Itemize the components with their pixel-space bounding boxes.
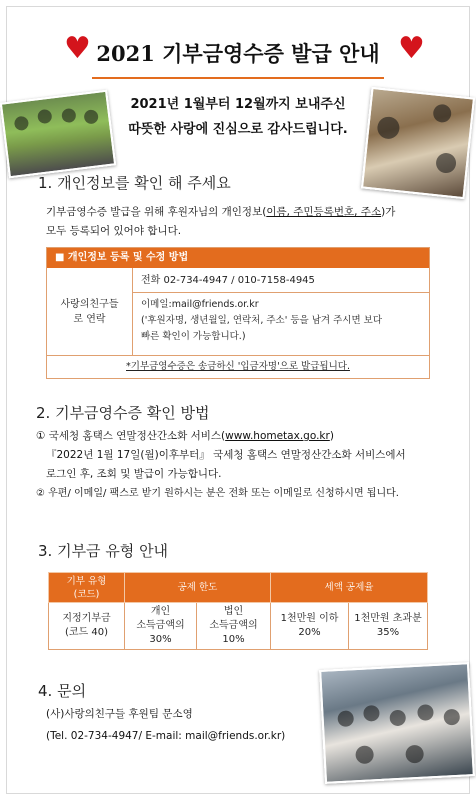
header-type-line-2: (코드) [73, 588, 100, 600]
cell-line: 소득금액의 [209, 620, 258, 631]
cell-line: 30% [149, 634, 172, 645]
section-4-title: 4. 문의 [38, 682, 87, 700]
cell-corporate-limit [197, 603, 271, 650]
header-deduction-limit: 공제 한도 [125, 573, 271, 603]
cell-line: 법인 [223, 606, 244, 617]
intro-message [100, 92, 376, 142]
required-info-link-text: 이름, 주민등록번호, 주소 [266, 206, 382, 218]
email-note-line-2: 빠른 확인이 가능합니다.) [141, 331, 246, 342]
cell-line: 1천만원 이하 [280, 613, 339, 624]
receipt-name-notice: *기부금영수증은 송금하신 '입금자명'으로 발급됩니다. [126, 361, 350, 372]
email-note-line-1: ('후원자명, 생년월일, 연락처, 주소' 등을 남겨 주시면 보다 [141, 315, 383, 326]
volunteer-photo [0, 90, 116, 179]
group-photo [319, 662, 475, 784]
text-segment: ① 국세청 홈택스 연말정산간소화 서비스( [36, 430, 226, 442]
text-segment: ) [329, 430, 334, 442]
heart-icon: ♥ [64, 31, 91, 66]
method-item-1-line-3: 로그인 후, 조회 및 발급이 가능합니다. [46, 468, 222, 480]
section-1-text-line-2: 모두 등록되어 있어야 합니다. [46, 225, 182, 237]
cell-line: 소득금액의 [136, 620, 185, 631]
cell-line: 35% [376, 627, 400, 638]
header-type [49, 573, 125, 603]
section-1-text [46, 203, 446, 241]
heart-icon: ♥ [398, 31, 425, 66]
table-header-row [49, 573, 428, 603]
header-tax-rate: 세액 공제율 [271, 573, 428, 603]
section-1-text-line-1 [46, 203, 446, 222]
cell-line: 10% [222, 634, 245, 645]
cell-line: 지정기부금 [62, 613, 111, 624]
email-address[interactable]: 이메일:mail@friends.or.kr [141, 299, 259, 310]
box-header: ■ 개인정보 등록 및 수정 방법 [47, 248, 429, 268]
inquiry-org: (사)사랑의친구들 후원팀 문소영 [46, 708, 193, 720]
text-segment: 기부금영수증 발급을 위해 후원자님의 개인정보( [46, 206, 267, 218]
cell-line: 개인 [150, 606, 171, 617]
table-row [49, 603, 428, 650]
cell-individual-limit [125, 603, 197, 650]
cell-line: (코드 40) [64, 627, 109, 638]
text-segment: )가 [381, 206, 396, 218]
method-item-2: ② 우편/ 이메일/ 팩스로 받기 원하시는 분은 전화 또는 이메일로 신청하시면 됩니다. [36, 488, 399, 499]
contact-label-line-2: 로 연락 [73, 313, 106, 325]
cell-rate-under-10m [271, 603, 349, 650]
title-divider [92, 77, 384, 79]
cell-line: 1천만원 초과분 [354, 613, 422, 624]
inquiry-info [46, 703, 336, 747]
inquiry-contact: (Tel. 02-734-4947/ E-mail: mail@friends.or.kr) [46, 730, 286, 742]
header-type-line-1: 기부 유형 [66, 575, 107, 587]
hometax-link[interactable]: www.hometax.go.kr [225, 430, 330, 442]
section-1-title: 1. 개인정보를 확인 해 주세요 [38, 174, 231, 192]
contact-label [47, 268, 133, 356]
registration-info-box [46, 247, 430, 379]
donation-type-table [48, 572, 428, 650]
header [0, 30, 476, 80]
email-contact [133, 293, 429, 356]
cell-line: 20% [298, 627, 321, 638]
intro-line-2: 따뜻한 사랑에 진심으로 감사드립니다. [128, 122, 348, 137]
phone-numbers: 전화 02-734-4947 / 010-7158-4945 [133, 268, 429, 293]
contact-label-line-1: 사랑의친구들 [60, 298, 119, 310]
method-item-1-line-2: 『2022년 1월 17일(월)이후부터』 국세청 홈택스 연말정산간소화 서비스에서 [46, 449, 406, 461]
section-2-list [36, 427, 466, 503]
cell-rate-over-10m [349, 603, 428, 650]
section-3-title: 3. 기부금 유형 안내 [38, 542, 169, 560]
intro-line-1: 2021년 1월부터 12월까지 보내주신 [130, 97, 346, 112]
section-2-title: 2. 기부금영수증 확인 방법 [36, 404, 210, 422]
cell-type [49, 603, 125, 650]
method-item-1 [36, 427, 466, 446]
activity-photo [361, 87, 475, 199]
page-title: 2021 기부금영수증 발급 안내 [96, 41, 380, 66]
